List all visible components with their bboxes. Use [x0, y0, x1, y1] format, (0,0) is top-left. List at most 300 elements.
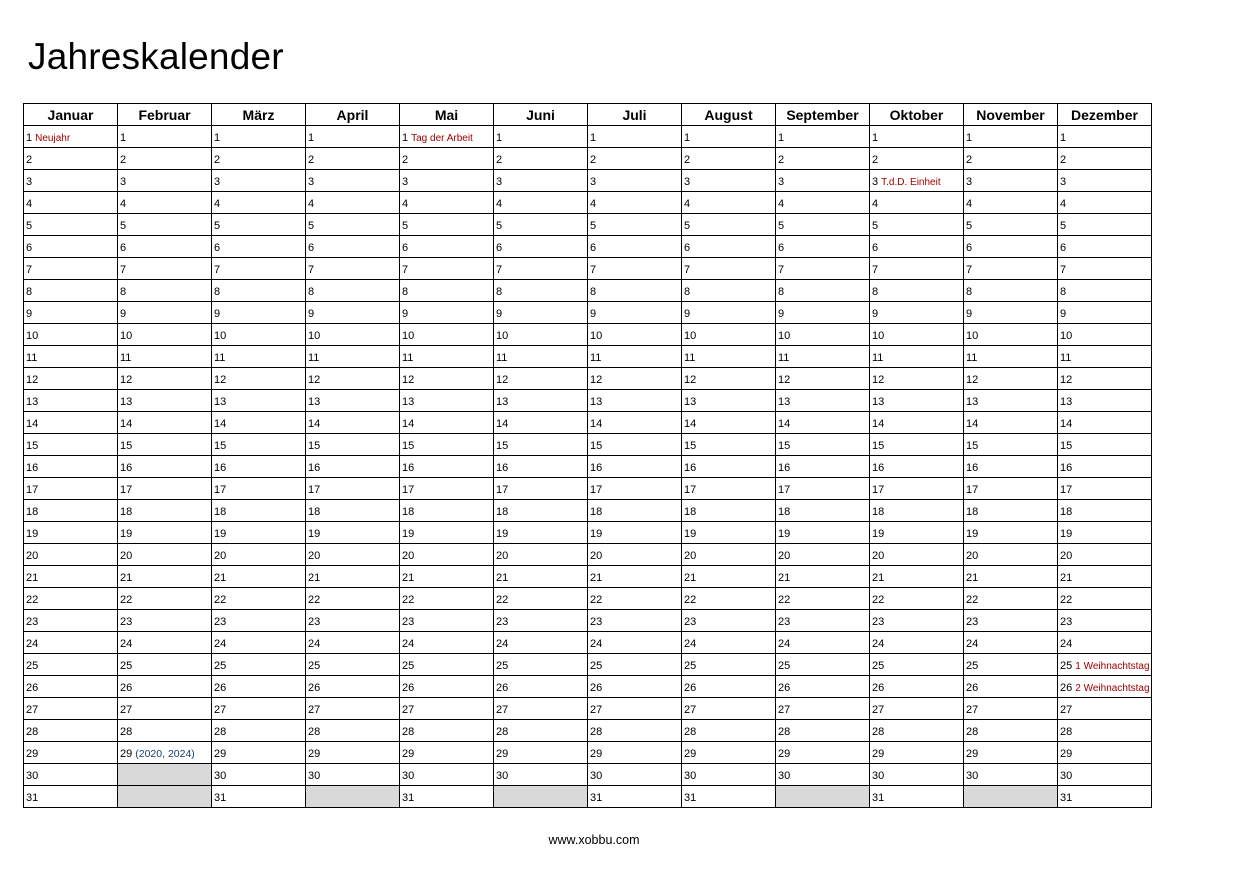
day-cell [306, 258, 400, 280]
day-cell [1058, 698, 1152, 720]
day-number: 8 [684, 286, 691, 298]
day-number: 17 [308, 484, 321, 496]
day-cell [118, 148, 212, 170]
day-cell [964, 610, 1058, 632]
day-number: 15 [402, 440, 415, 452]
day-number: 7 [214, 264, 221, 276]
day-cell [870, 786, 964, 808]
day-cell [212, 148, 306, 170]
day-cell [870, 302, 964, 324]
table-row [24, 346, 1152, 368]
day-cell [870, 280, 964, 302]
day-cell [400, 610, 494, 632]
day-cell [212, 258, 306, 280]
day-cell [212, 302, 306, 324]
day-number: 20 [214, 550, 227, 562]
day-number: 30 [590, 770, 603, 782]
day-number: 9 [402, 308, 409, 320]
day-cell [494, 500, 588, 522]
day-cell [682, 456, 776, 478]
day-number: 23 [402, 616, 415, 628]
day-cell [306, 742, 400, 764]
day-number: 25 [26, 660, 39, 672]
day-number: 25 [872, 660, 885, 672]
day-cell [494, 676, 588, 698]
day-cell [588, 258, 682, 280]
day-number: 27 [590, 704, 603, 716]
day-number: 14 [872, 418, 885, 430]
day-number: 15 [26, 440, 39, 452]
day-cell [118, 390, 212, 412]
day-number: 26 [966, 682, 979, 694]
day-number: 8 [1060, 286, 1067, 298]
day-number: 22 [214, 594, 227, 606]
day-cell [212, 720, 306, 742]
table-row [24, 170, 1152, 192]
day-cell [494, 654, 588, 676]
day-number: 15 [1060, 440, 1073, 452]
day-number: 11 [214, 352, 226, 364]
day-cell [400, 500, 494, 522]
day-number: 7 [778, 264, 785, 276]
day-number: 5 [496, 220, 503, 232]
day-cell [964, 676, 1058, 698]
day-cell [118, 412, 212, 434]
day-cell [494, 522, 588, 544]
day-cell [588, 698, 682, 720]
day-cell [400, 368, 494, 390]
day-cell [776, 698, 870, 720]
day-cell [24, 126, 118, 148]
day-cell [400, 676, 494, 698]
day-number: 6 [214, 242, 221, 254]
day-number: 13 [590, 396, 603, 408]
day-number: 5 [1060, 220, 1067, 232]
day-cell [400, 632, 494, 654]
day-number: 1 [308, 132, 315, 144]
day-number: 10 [120, 330, 133, 342]
day-number: 17 [684, 484, 697, 496]
unused-day-cell [118, 786, 212, 808]
day-number: 1 [496, 132, 503, 144]
day-cell [682, 390, 776, 412]
day-number: 16 [26, 462, 39, 474]
day-cell [400, 236, 494, 258]
day-number: 1 [1060, 132, 1067, 144]
month-header: Januar [24, 104, 118, 126]
day-cell [212, 522, 306, 544]
table-row [24, 368, 1152, 390]
day-number: 21 [214, 572, 227, 584]
day-cell [776, 324, 870, 346]
day-cell [870, 566, 964, 588]
day-number: 24 [214, 638, 227, 650]
day-number: 4 [26, 198, 33, 210]
day-cell [870, 368, 964, 390]
table-row [24, 742, 1152, 764]
day-number: 18 [214, 506, 227, 518]
day-number: 21 [26, 572, 39, 584]
day-number: 29 [1060, 748, 1073, 760]
day-number: 23 [26, 616, 39, 628]
day-cell [588, 390, 682, 412]
day-number: 20 [120, 550, 133, 562]
table-row [24, 192, 1152, 214]
day-cell [588, 148, 682, 170]
day-number: 15 [308, 440, 321, 452]
day-number: 14 [778, 418, 791, 430]
day-cell [212, 412, 306, 434]
day-number: 24 [966, 638, 979, 650]
day-number: 18 [684, 506, 697, 518]
day-number: 11 [966, 352, 978, 364]
day-cell [494, 632, 588, 654]
day-cell [400, 698, 494, 720]
table-row [24, 698, 1152, 720]
day-number: 5 [402, 220, 409, 232]
day-cell [1058, 192, 1152, 214]
day-number: 19 [402, 528, 415, 540]
day-cell [588, 236, 682, 258]
day-cell [588, 434, 682, 456]
day-cell [682, 280, 776, 302]
day-number: 12 [496, 374, 509, 386]
day-number: 20 [778, 550, 791, 562]
day-cell [1058, 566, 1152, 588]
day-number: 11 [308, 352, 320, 364]
day-number: 14 [26, 418, 39, 430]
day-number: 15 [872, 440, 885, 452]
day-cell [588, 764, 682, 786]
holiday-label: Tag der Arbeit [411, 133, 473, 144]
day-number: 2 [1060, 154, 1067, 166]
day-cell [682, 346, 776, 368]
day-number: 7 [26, 264, 33, 276]
day-cell [212, 236, 306, 258]
day-number: 20 [684, 550, 697, 562]
day-number: 30 [26, 770, 39, 782]
day-cell [212, 544, 306, 566]
day-number: 22 [590, 594, 603, 606]
day-cell [870, 588, 964, 610]
day-cell [118, 434, 212, 456]
day-cell [494, 126, 588, 148]
day-cell [682, 786, 776, 808]
day-cell [494, 280, 588, 302]
day-number: 17 [778, 484, 791, 496]
month-header: März [212, 104, 306, 126]
day-cell [306, 698, 400, 720]
table-row [24, 280, 1152, 302]
day-cell [494, 434, 588, 456]
day-cell [588, 126, 682, 148]
day-cell [964, 236, 1058, 258]
day-cell [24, 566, 118, 588]
day-cell [24, 412, 118, 434]
day-number: 18 [1060, 506, 1073, 518]
day-cell [1058, 214, 1152, 236]
day-cell [964, 214, 1058, 236]
day-number: 12 [308, 374, 321, 386]
day-cell [588, 192, 682, 214]
day-cell [1058, 786, 1152, 808]
day-number: 30 [872, 770, 885, 782]
day-number: 26 [1060, 682, 1073, 694]
day-number: 16 [496, 462, 509, 474]
day-cell [306, 368, 400, 390]
day-cell [24, 588, 118, 610]
day-cell [400, 192, 494, 214]
day-number: 30 [966, 770, 979, 782]
day-cell [24, 698, 118, 720]
day-cell [588, 720, 682, 742]
day-cell [24, 170, 118, 192]
day-number: 3 [308, 176, 315, 188]
day-cell [212, 368, 306, 390]
day-cell [212, 324, 306, 346]
day-number: 19 [778, 528, 791, 540]
day-number: 8 [26, 286, 33, 298]
month-header: Oktober [870, 104, 964, 126]
day-cell [776, 434, 870, 456]
day-cell [682, 566, 776, 588]
day-cell [776, 126, 870, 148]
day-cell [400, 786, 494, 808]
day-cell [306, 302, 400, 324]
day-number: 25 [966, 660, 979, 672]
day-cell [964, 764, 1058, 786]
month-header: Mai [400, 104, 494, 126]
day-cell [24, 764, 118, 786]
day-number: 30 [1060, 770, 1073, 782]
day-cell [494, 390, 588, 412]
day-cell [306, 412, 400, 434]
day-cell [588, 544, 682, 566]
day-number: 4 [966, 198, 973, 210]
day-cell [306, 126, 400, 148]
unused-day-cell [494, 786, 588, 808]
day-cell [306, 500, 400, 522]
day-cell [118, 456, 212, 478]
day-cell [400, 390, 494, 412]
day-number: 6 [1060, 242, 1067, 254]
day-number: 27 [120, 704, 133, 716]
day-number: 7 [684, 264, 691, 276]
day-number: 28 [214, 726, 227, 738]
day-cell [588, 412, 682, 434]
day-number: 25 [120, 660, 133, 672]
day-cell [306, 720, 400, 742]
day-number: 6 [308, 242, 315, 254]
day-number: 7 [966, 264, 973, 276]
day-number: 7 [1060, 264, 1067, 276]
day-number: 9 [778, 308, 785, 320]
table-row [24, 588, 1152, 610]
day-cell [24, 456, 118, 478]
day-number: 28 [684, 726, 697, 738]
day-number: 1 [778, 132, 785, 144]
day-cell [118, 192, 212, 214]
day-number: 5 [590, 220, 597, 232]
day-cell [400, 588, 494, 610]
day-cell [212, 698, 306, 720]
day-cell [870, 720, 964, 742]
day-number: 10 [308, 330, 321, 342]
footer-url: www.xobbu.com [548, 833, 640, 847]
day-cell [118, 170, 212, 192]
day-cell [964, 632, 1058, 654]
day-cell [964, 192, 1058, 214]
day-number: 10 [402, 330, 415, 342]
table-row [24, 214, 1152, 236]
day-number: 28 [308, 726, 321, 738]
day-cell [212, 434, 306, 456]
day-cell [682, 500, 776, 522]
day-number: 1 [684, 132, 691, 144]
day-cell [306, 346, 400, 368]
day-number: 26 [778, 682, 791, 694]
day-cell [306, 588, 400, 610]
day-cell [1058, 588, 1152, 610]
day-cell [118, 324, 212, 346]
day-number: 27 [496, 704, 509, 716]
day-cell [588, 302, 682, 324]
day-number: 3 [684, 176, 691, 188]
day-number: 23 [120, 616, 133, 628]
day-cell [494, 610, 588, 632]
day-number: 15 [214, 440, 227, 452]
day-cell [964, 324, 1058, 346]
day-number: 30 [496, 770, 509, 782]
day-cell [588, 214, 682, 236]
day-cell [1058, 126, 1152, 148]
day-cell [24, 478, 118, 500]
day-number: 15 [966, 440, 979, 452]
day-number: 24 [308, 638, 321, 650]
day-cell [1058, 720, 1152, 742]
day-cell [588, 588, 682, 610]
day-number: 25 [402, 660, 415, 672]
day-cell [964, 126, 1058, 148]
day-cell [306, 654, 400, 676]
day-number: 2 [778, 154, 785, 166]
day-cell [118, 302, 212, 324]
day-cell [306, 192, 400, 214]
day-number: 28 [590, 726, 603, 738]
day-number: 19 [872, 528, 885, 540]
day-cell [682, 720, 776, 742]
day-cell [964, 654, 1058, 676]
day-number: 17 [590, 484, 603, 496]
day-number: 22 [872, 594, 885, 606]
day-number: 2 [402, 154, 409, 166]
day-cell [24, 324, 118, 346]
day-number: 29 [402, 748, 415, 760]
day-cell [776, 764, 870, 786]
day-number: 23 [496, 616, 509, 628]
day-number: 23 [684, 616, 697, 628]
day-cell [870, 170, 964, 192]
day-number: 26 [26, 682, 39, 694]
day-number: 1 [402, 132, 409, 144]
day-number: 28 [120, 726, 133, 738]
day-number: 4 [402, 198, 409, 210]
day-cell [776, 610, 870, 632]
day-cell [494, 302, 588, 324]
day-number: 19 [214, 528, 227, 540]
day-number: 24 [120, 638, 133, 650]
day-number: 26 [590, 682, 603, 694]
day-number: 19 [26, 528, 39, 540]
day-cell [306, 544, 400, 566]
day-number: 24 [1060, 638, 1073, 650]
day-cell [682, 522, 776, 544]
day-cell [682, 192, 776, 214]
day-number: 29 [966, 748, 979, 760]
day-number: 1 [214, 132, 221, 144]
day-number: 21 [496, 572, 509, 584]
calendar-body [24, 126, 1152, 808]
day-number: 27 [402, 704, 415, 716]
day-cell [588, 500, 682, 522]
day-cell [400, 346, 494, 368]
day-number: 20 [872, 550, 885, 562]
day-number: 20 [402, 550, 415, 562]
holiday-label: 2 Weihnachtstag [1075, 683, 1150, 694]
day-number: 30 [308, 770, 321, 782]
holiday-label: Neujahr [35, 133, 71, 144]
day-number: 22 [120, 594, 133, 606]
day-number: 11 [590, 352, 602, 364]
day-number: 9 [1060, 308, 1067, 320]
day-number: 30 [214, 770, 227, 782]
day-cell [870, 522, 964, 544]
day-cell [870, 434, 964, 456]
day-cell [24, 280, 118, 302]
day-number: 18 [120, 506, 133, 518]
day-number: 7 [402, 264, 409, 276]
day-number: 31 [26, 792, 39, 804]
day-number: 29 [26, 748, 39, 760]
day-cell [870, 324, 964, 346]
day-number: 9 [496, 308, 503, 320]
day-cell [212, 632, 306, 654]
day-cell [212, 170, 306, 192]
day-cell [24, 434, 118, 456]
day-number: 2 [120, 154, 127, 166]
day-number: 19 [684, 528, 697, 540]
day-number: 3 [496, 176, 503, 188]
day-number: 19 [590, 528, 603, 540]
day-number: 29 [308, 748, 321, 760]
table-row [24, 456, 1152, 478]
day-cell [24, 214, 118, 236]
table-row [24, 412, 1152, 434]
day-cell [1058, 346, 1152, 368]
day-cell [964, 522, 1058, 544]
day-number: 17 [214, 484, 227, 496]
day-number: 19 [1060, 528, 1073, 540]
day-number: 5 [120, 220, 127, 232]
day-cell [494, 368, 588, 390]
day-cell [24, 192, 118, 214]
day-number: 27 [214, 704, 227, 716]
day-number: 21 [590, 572, 603, 584]
day-number: 14 [1060, 418, 1073, 430]
day-cell [24, 346, 118, 368]
calendar-table [23, 103, 1152, 808]
table-row [24, 786, 1152, 808]
